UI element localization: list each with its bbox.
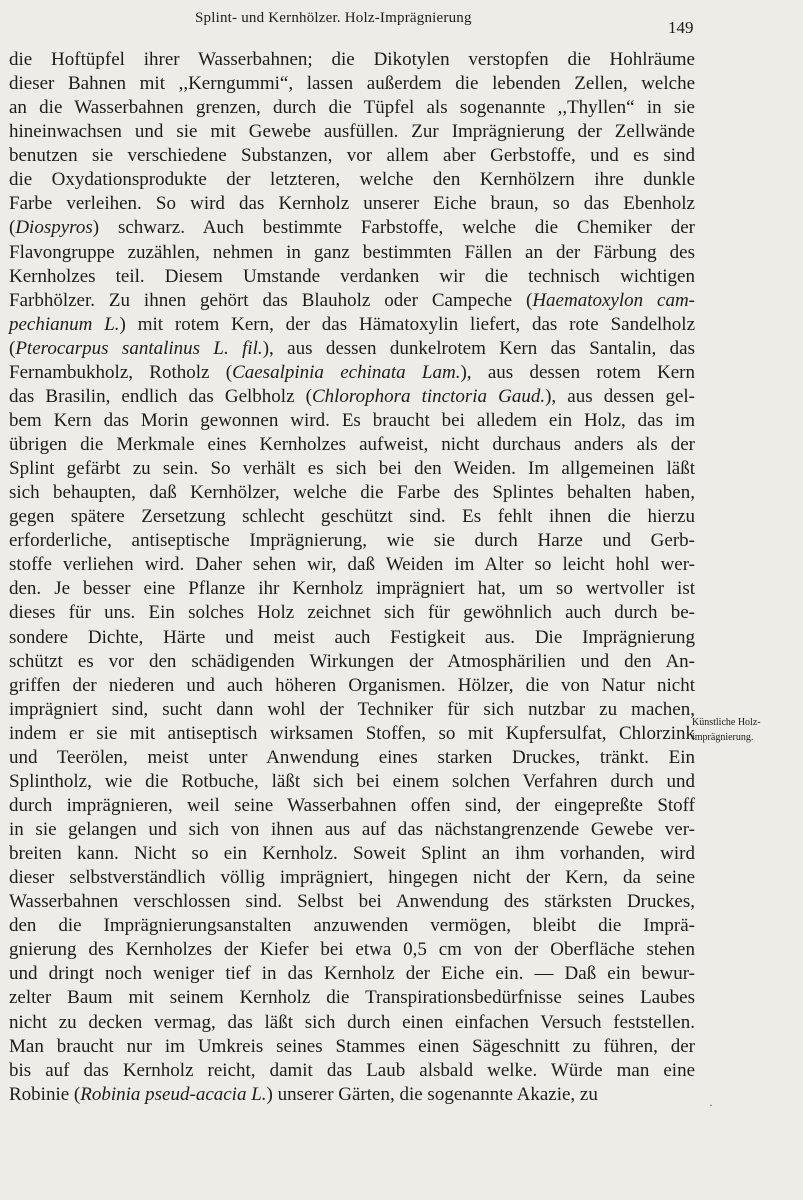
margin-note — [692, 715, 761, 745]
text-line: sich behaupten, daß Kernhölzer, welche die Farbe des Splintes behalten haben, — [9, 482, 695, 504]
text-line: Farbe verleihen. So wird das Kernholz unserer Eiche braun, so das Ebenholz — [9, 193, 695, 215]
body-text — [9, 48, 695, 1107]
text-line: den. Je besser eine Pflanze ihr Kernholz imprägniert hat, um so wertvoller ist — [9, 578, 695, 600]
text-line: hineinwachsen und sie mit Gewebe ausfüllen. Zur Imprägnierung der Zellwände — [9, 121, 695, 143]
text-line: schützt es vor den schädigenden Wirkungen der Atmosphärilien und den An- — [9, 650, 695, 672]
running-head: Splint- und Kernhölzer. Holz-Imprägnierung — [195, 10, 472, 26]
text-line: erforderliche, antiseptische Imprägnierung, wie sie durch Harze und Gerb- — [9, 530, 695, 552]
stray-mark: · — [709, 1098, 713, 1112]
text-line: Fernambukholz, Rotholz (Caesalpinia echinata Lam.), aus dessen rotem Kern — [9, 361, 695, 383]
text-line: dieses für uns. Ein solches Holz zeichnet sich für gewöhnlich auch durch be- — [9, 602, 695, 624]
text-line: Robinie (Robinia pseud-acacia L.) unserer Gärten, die sogenannte Akazie, zu — [9, 1083, 598, 1105]
text-line: und dringt noch weniger tief in das Kernholz der Eiche ein. — Daß ein bewur- — [9, 963, 695, 985]
text-line: die Hoftüpfel ihrer Wasserbahnen; die Dikotylen verstopfen die Hohlräume — [9, 49, 695, 70]
text-line: (Diospyros) schwarz. Auch bestimmte Farbstoffe, welche die Chemiker der — [9, 217, 695, 239]
text-line: Splintholz, wie die Rotbuche, läßt sich bei einem solchen Verfahren durch und — [9, 770, 695, 792]
text-line: Man braucht nur im Umkreis seines Stammes einen Sägeschnitt zu führen, der — [9, 1035, 695, 1057]
text-line: zelter Baum mit seinem Kernholz die Transpirationsbedürfnisse seines Laubes — [9, 987, 695, 1009]
text-line: dieser selbstverständlich völlig imprägniert, hingegen nicht der Kern, da seine — [9, 867, 695, 889]
text-line: imprägniert sind, sucht dann wohl der Techniker für sich nutzbar zu machen, — [9, 698, 695, 720]
text-line: Flavongruppe zuzählen, nehmen in ganz bestimmten Fällen an der Färbung des — [9, 241, 695, 263]
text-line: übrigen die Merkmale eines Kernholzes aufweist, nicht durchaus anders als der — [9, 434, 695, 455]
text-line: nicht zu decken vermag, das läßt sich durch einen einfachen Versuch feststellen. — [9, 1011, 695, 1033]
margin-note-line: Künstliche Holz- — [692, 717, 761, 728]
text-line: Splint gefärbt zu sein. So verhält es sich bei den Weiden. Im allgemeinen läßt — [9, 458, 695, 480]
text-line: den die Imprägnierungsanstalten anzuwenden vermögen, bleibt die Imprä- — [9, 915, 695, 937]
text-line: und Teerölen, meist unter Anwendung eines starken Druckes, tränkt. Ein — [9, 746, 695, 768]
text-line: die Oxydationsprodukte der letzteren, welche den Kernhölzern ihre dunkle — [9, 169, 695, 191]
text-line: an die Wasserbahnen grenzen, durch die Tüpfel als sogenannte ,,Thyllen“ in sie — [9, 97, 695, 119]
text-line: Farbhölzer. Zu ihnen gehört das Blauholz oder Campeche (Haematoxylon cam- — [9, 289, 695, 311]
margin-note-line: imprägnierung. — [692, 732, 754, 743]
text-line: benutzen sie verschiedene Substanzen, vor allem aber Gerbstoffe, und es sind — [9, 145, 695, 167]
text-line: in sie gelangen und sich von ihnen aus auf das nächstangrenzende Gewebe ver- — [9, 819, 695, 840]
text-line: gegen spätere Zersetzung schlecht geschützt sind. Es fehlt ihnen die hierzu — [9, 506, 695, 528]
text-line: stoffe verliehen wird. Daher sehen wir, daß Weiden im Alter so leicht hohl wer- — [9, 554, 695, 576]
text-line: sondere Dichte, Härte und meist auch Festigkeit aus. Die Imprägnierung — [9, 626, 695, 648]
text-line: bis auf das Kernholz reicht, damit das Laub alsbald welke. Würde man eine — [9, 1059, 695, 1081]
text-line: pechianum L.) mit rotem Kern, der das Hämatoxylin liefert, das rote Sandelholz — [9, 313, 695, 335]
text-line: durch imprägnieren, weil seine Wasserbahnen offen sind, der eingepreßte Stoff — [9, 794, 695, 816]
text-line: (Pterocarpus santalinus L. fil.), aus dessen dunkelrotem Kern das Santalin, das — [9, 337, 695, 359]
text-line: Kernholzes teil. Diesem Umstande verdanken wir die technisch wichtigen — [9, 265, 695, 287]
text-line: breiten kann. Nicht so ein Kernholz. Soweit Splint an ihm vorhanden, wird — [9, 843, 695, 865]
page-number: 149 — [668, 18, 694, 37]
text-line: Wasserbahnen verschlossen sind. Selbst bei Anwendung des stärksten Druckes, — [9, 891, 695, 913]
text-line: gnierung des Kernholzes der Kiefer bei etwa 0,5 cm von der Oberfläche stehen — [9, 939, 695, 961]
text-line: griffen der niederen und auch höheren Organismen. Hölzer, die von Natur nicht — [9, 674, 695, 696]
text-line: das Brasilin, endlich das Gelbholz (Chlorophora tinctoria Gaud.), aus dessen gel- — [9, 385, 695, 407]
text-line: bem Kern das Morin gewonnen wird. Es braucht bei alledem ein Holz, das im — [9, 409, 695, 431]
text-line: dieser Bahnen mit ,,Kerngummi“, lassen außerdem die lebenden Zellen, welche — [9, 73, 695, 95]
text-line: indem er sie mit antiseptisch wirksamen Stoffen, so mit Kupfersulfat, Chlorzink — [9, 722, 695, 744]
